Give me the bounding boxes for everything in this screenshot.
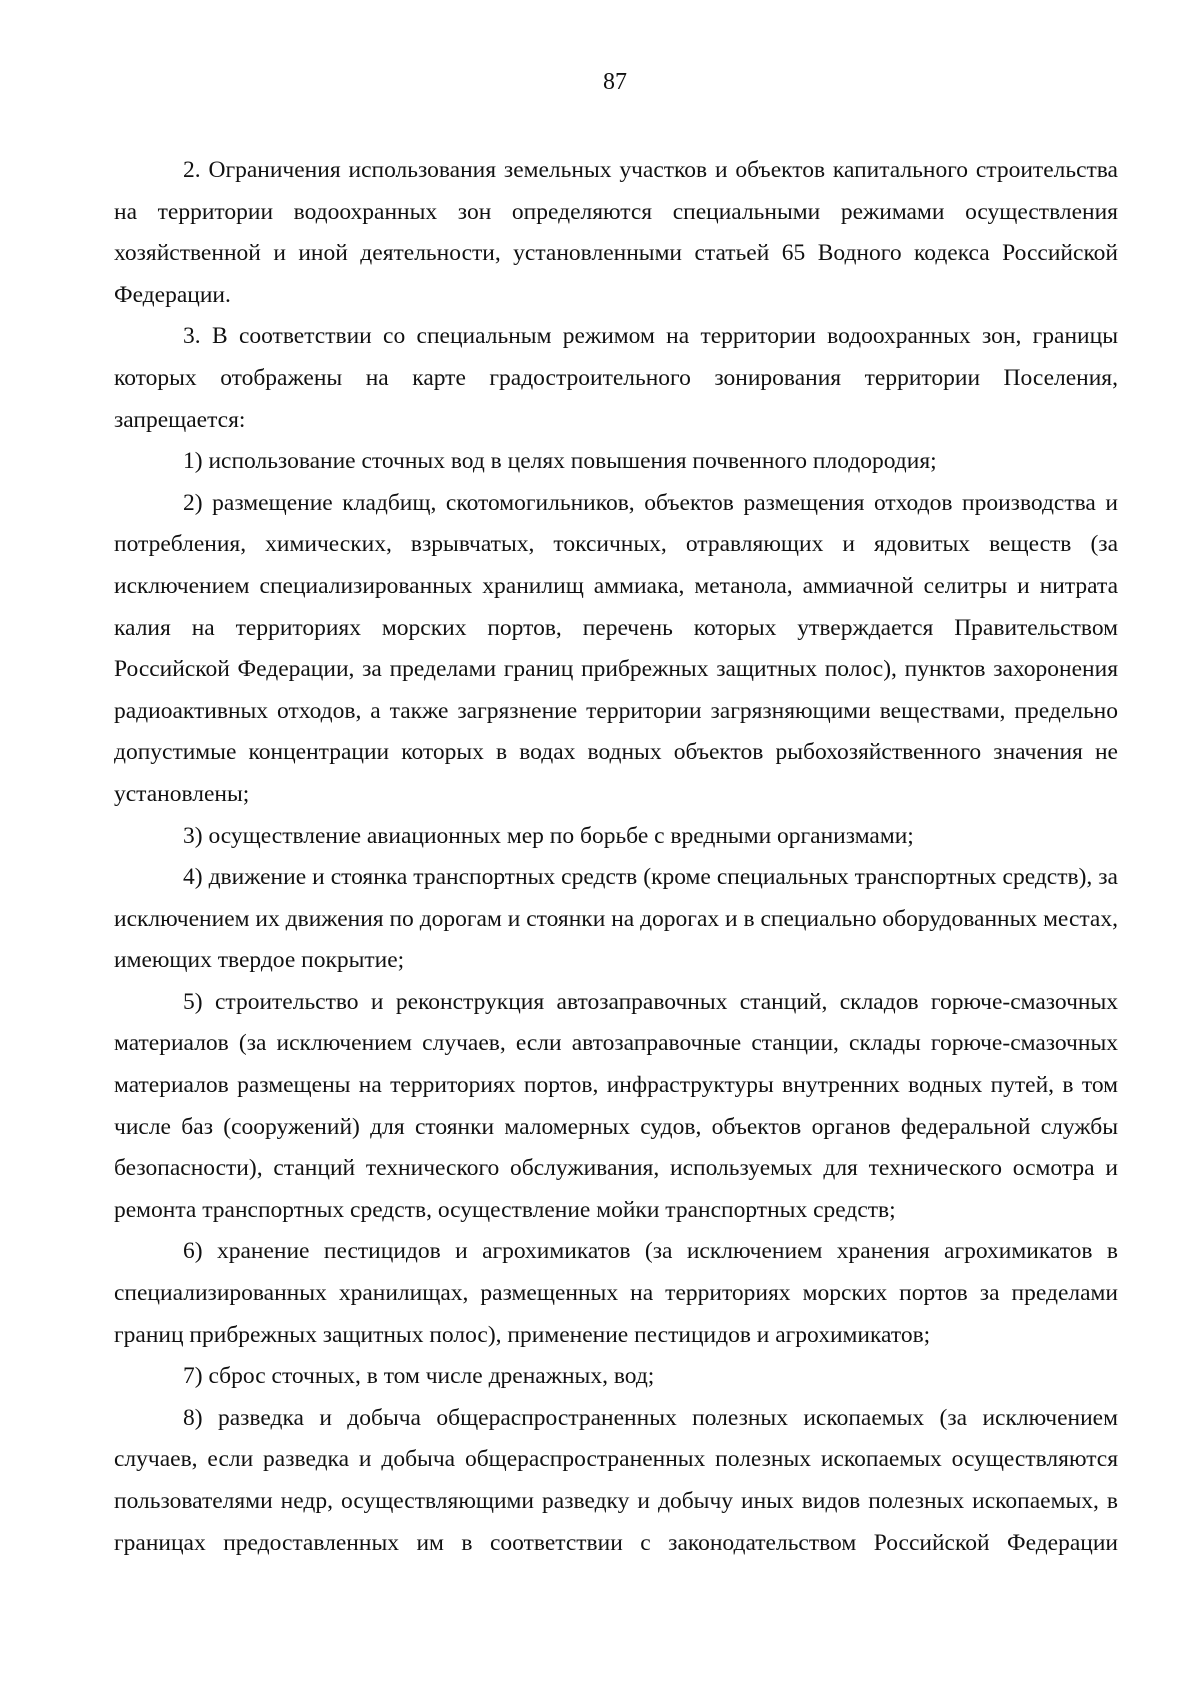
page-number: 87 [603,69,627,95]
list-item-8: 8) разведка и добыча общераспространенных полезных ископаемых (за исключением случаев, если разведка и добыча общераспространенных полезных ископаемых осуществляются пользователями недр, осуществляющими разведку и добычу иных видов полезных ископаемых, в границах предоставленных им в соответствии с законодательством Российской Федерации [114,1404,1118,1556]
list-item-5: 5) строительство и реконструкция автозаправочных станций, складов горюче-смазочных материалов (за исключением случаев, если автозаправочные станции, склады горюче-смазочных материалов размещены на территориях портов, инфраструктуры внутренних водных путей, в том числе баз (сооружений) для стоянки маломерных судов, объектов органов федеральной службы безопасности), станций технического обслуживания, используемых для технического осмотра и ремонта транспортных средств, осуществление мойки транспортных средств; [114,988,1118,1223]
document-body [114,150,1118,1564]
paragraph-clause-3: 3. В соответствии со специальным режимом на территории водоохранных зон, границы которых отображены на карте градостроительного зонирования территории Поселения, запрещается: [114,323,1118,433]
list-item-3: 3) осуществление авиационных мер по борьбе с вредными организмами; [183,822,914,849]
list-item-6: 6) хранение пестицидов и агрохимикатов (за исключением хранения агрохимикатов в специализированных хранилищах, размещенных на территориях морских портов за пределами границ прибрежных защитных полос), применение пестицидов и агрохимикатов; [114,1238,1118,1348]
list-item-1: 1) использование сточных вод в целях повышения почвенного плодородия; [183,448,937,475]
list-item-2: 2) размещение кладбищ, скотомогильников, объектов размещения отходов производства и потребления, химических, взрывчатых, токсичных, отравляющих и ядовитых веществ (за исключением специализированных хранилищ аммиака, метанола, аммиачной селитры и нитрата калия на территориях морских портов, перечень которых утверждается Правительством Российской Федерации, за пределами границ прибрежных защитных полос), пунктов захоронения радиоактивных отходов, а также загрязнение территории загрязняющими веществами, предельно допустимые концентрации которых в водах водных объектов рыбохозяйственного значения не установлены; [114,489,1118,807]
paragraph-clause-2: 2. Ограничения использования земельных участков и объектов капитального строительства на территории водоохранных зон определяются специальными режимами осуществления хозяйственной и иной деятельности, установленными статьей 65 Водного кодекса Российской Федерации. [114,157,1118,308]
list-item-7: 7) сброс сточных, в том числе дренажных, вод; [183,1363,655,1390]
list-item-4: 4) движение и стоянка транспортных средств (кроме специальных транспортных средств), за исключением их движения по дорогам и стоянки на дорогах и в специально оборудованных местах, имеющих твердое покрытие; [114,864,1118,974]
